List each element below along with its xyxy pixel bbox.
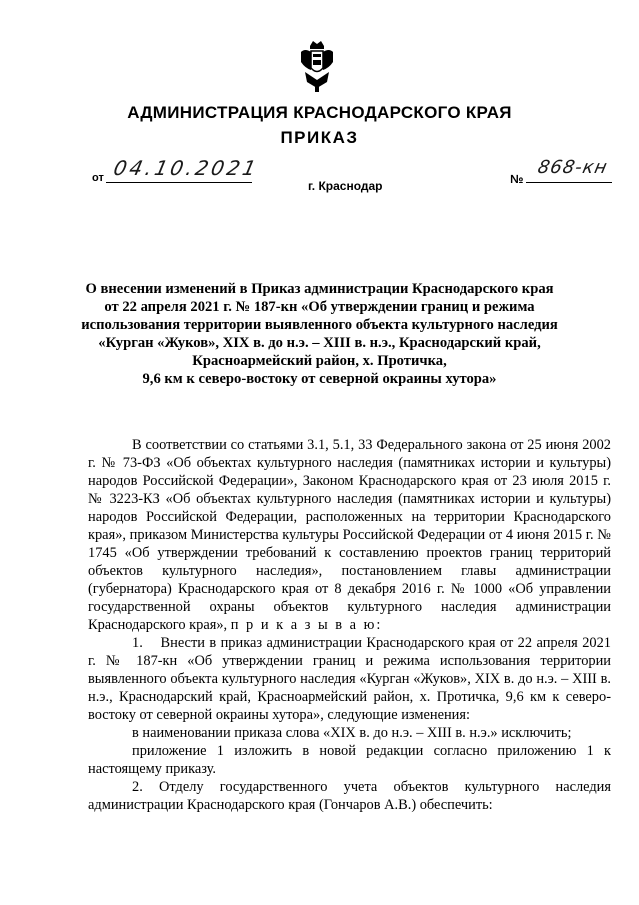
title-line: от 22 апреля 2021 г. № 187-кн «Об утверждении границ и режима (104, 299, 535, 315)
document-type: ПРИКАЗ (280, 128, 359, 147)
document-body (88, 436, 611, 814)
preamble-text: В соответствии со статьями 3.1, 5.1, 33 Федерального закона от 25 июня 2002 г. № 73-ФЗ «Об объектах культурного наследия (памятниках истории и культуры) народов Российской Федерации», Законом Краснодарского края от 23 июля 2015 г. № 3223-КЗ «Об объектах культурного наследия (памятниках истории и культуры) народов Российской Федерации, расположенных на территории Краснодарского края», приказом Министерства культуры Российской Федерации от 4 июня 2015 г. № 1745 «Об утверждении требований к составлению проектов границ территорий объектов культурного наследия», постановлением главы администрации (губернатора) Краснодарского края от 8 декабря 2016 г. № 1000 «Об управлении государственной охраны объектов культурного наследия администрации Краснодарского края», (88, 437, 611, 633)
title-line: использования территории выявленного объекта культурного наследия (81, 317, 558, 333)
city: г. Краснодар (308, 179, 383, 193)
date-field (106, 156, 262, 183)
document-title (70, 280, 569, 388)
title-line: «Курган «Жуков», XIX в. до н.э. – XIII в. н.э., Краснодарский край, (98, 335, 541, 351)
number-label: № (510, 172, 524, 186)
title-line: 9,6 км к северо-востоку от северной окраины хутора» (142, 371, 497, 387)
title-line: Красноармейский район, х. Протичка, (192, 353, 447, 369)
order-word: п р и к а з ы в а ю: (230, 617, 383, 633)
organization-name: АДМИНИСТРАЦИЯ КРАСНОДАРСКОГО КРАЯ (127, 103, 512, 122)
paragraph-item-1: 1. Внести в приказ администрации Краснодарского края от 22 апреля 2021 г. № 187-кн «Об утверждении границ и режима использования территории выявленного объекта культурного наследия «Курган «Жуков», XIX в. до н.э. – XIII в. н.э., Краснодарский край, Красноармейский район, х. Протичка, 9,6 км к северо-востоку от северной окраины хутора», следующие изменения: (88, 635, 611, 723)
coat-of-arms-icon (299, 40, 335, 92)
handwritten-number: 868-кн (535, 157, 610, 178)
paragraph-preamble (88, 436, 611, 634)
paragraph-item-2: 2. Отделу государственного учета объектов культурного наследия администрации Краснодарского края (Гончаров А.В.) обеспечить: (88, 779, 611, 813)
date-label: от (92, 172, 104, 184)
handwritten-date: 04.10.2021 (111, 156, 262, 180)
paragraph-change-1: в наименовании приказа слова «XIX в. до н.э. – XIII в. н.э.» исключить; (132, 725, 572, 741)
number-field (526, 157, 612, 183)
paragraph-change-2: приложение 1 изложить в новой редакции согласно приложению 1 к настоящему приказу. (88, 743, 611, 777)
title-line: О внесении изменений в Приказ администрации Краснодарского края (85, 281, 554, 297)
